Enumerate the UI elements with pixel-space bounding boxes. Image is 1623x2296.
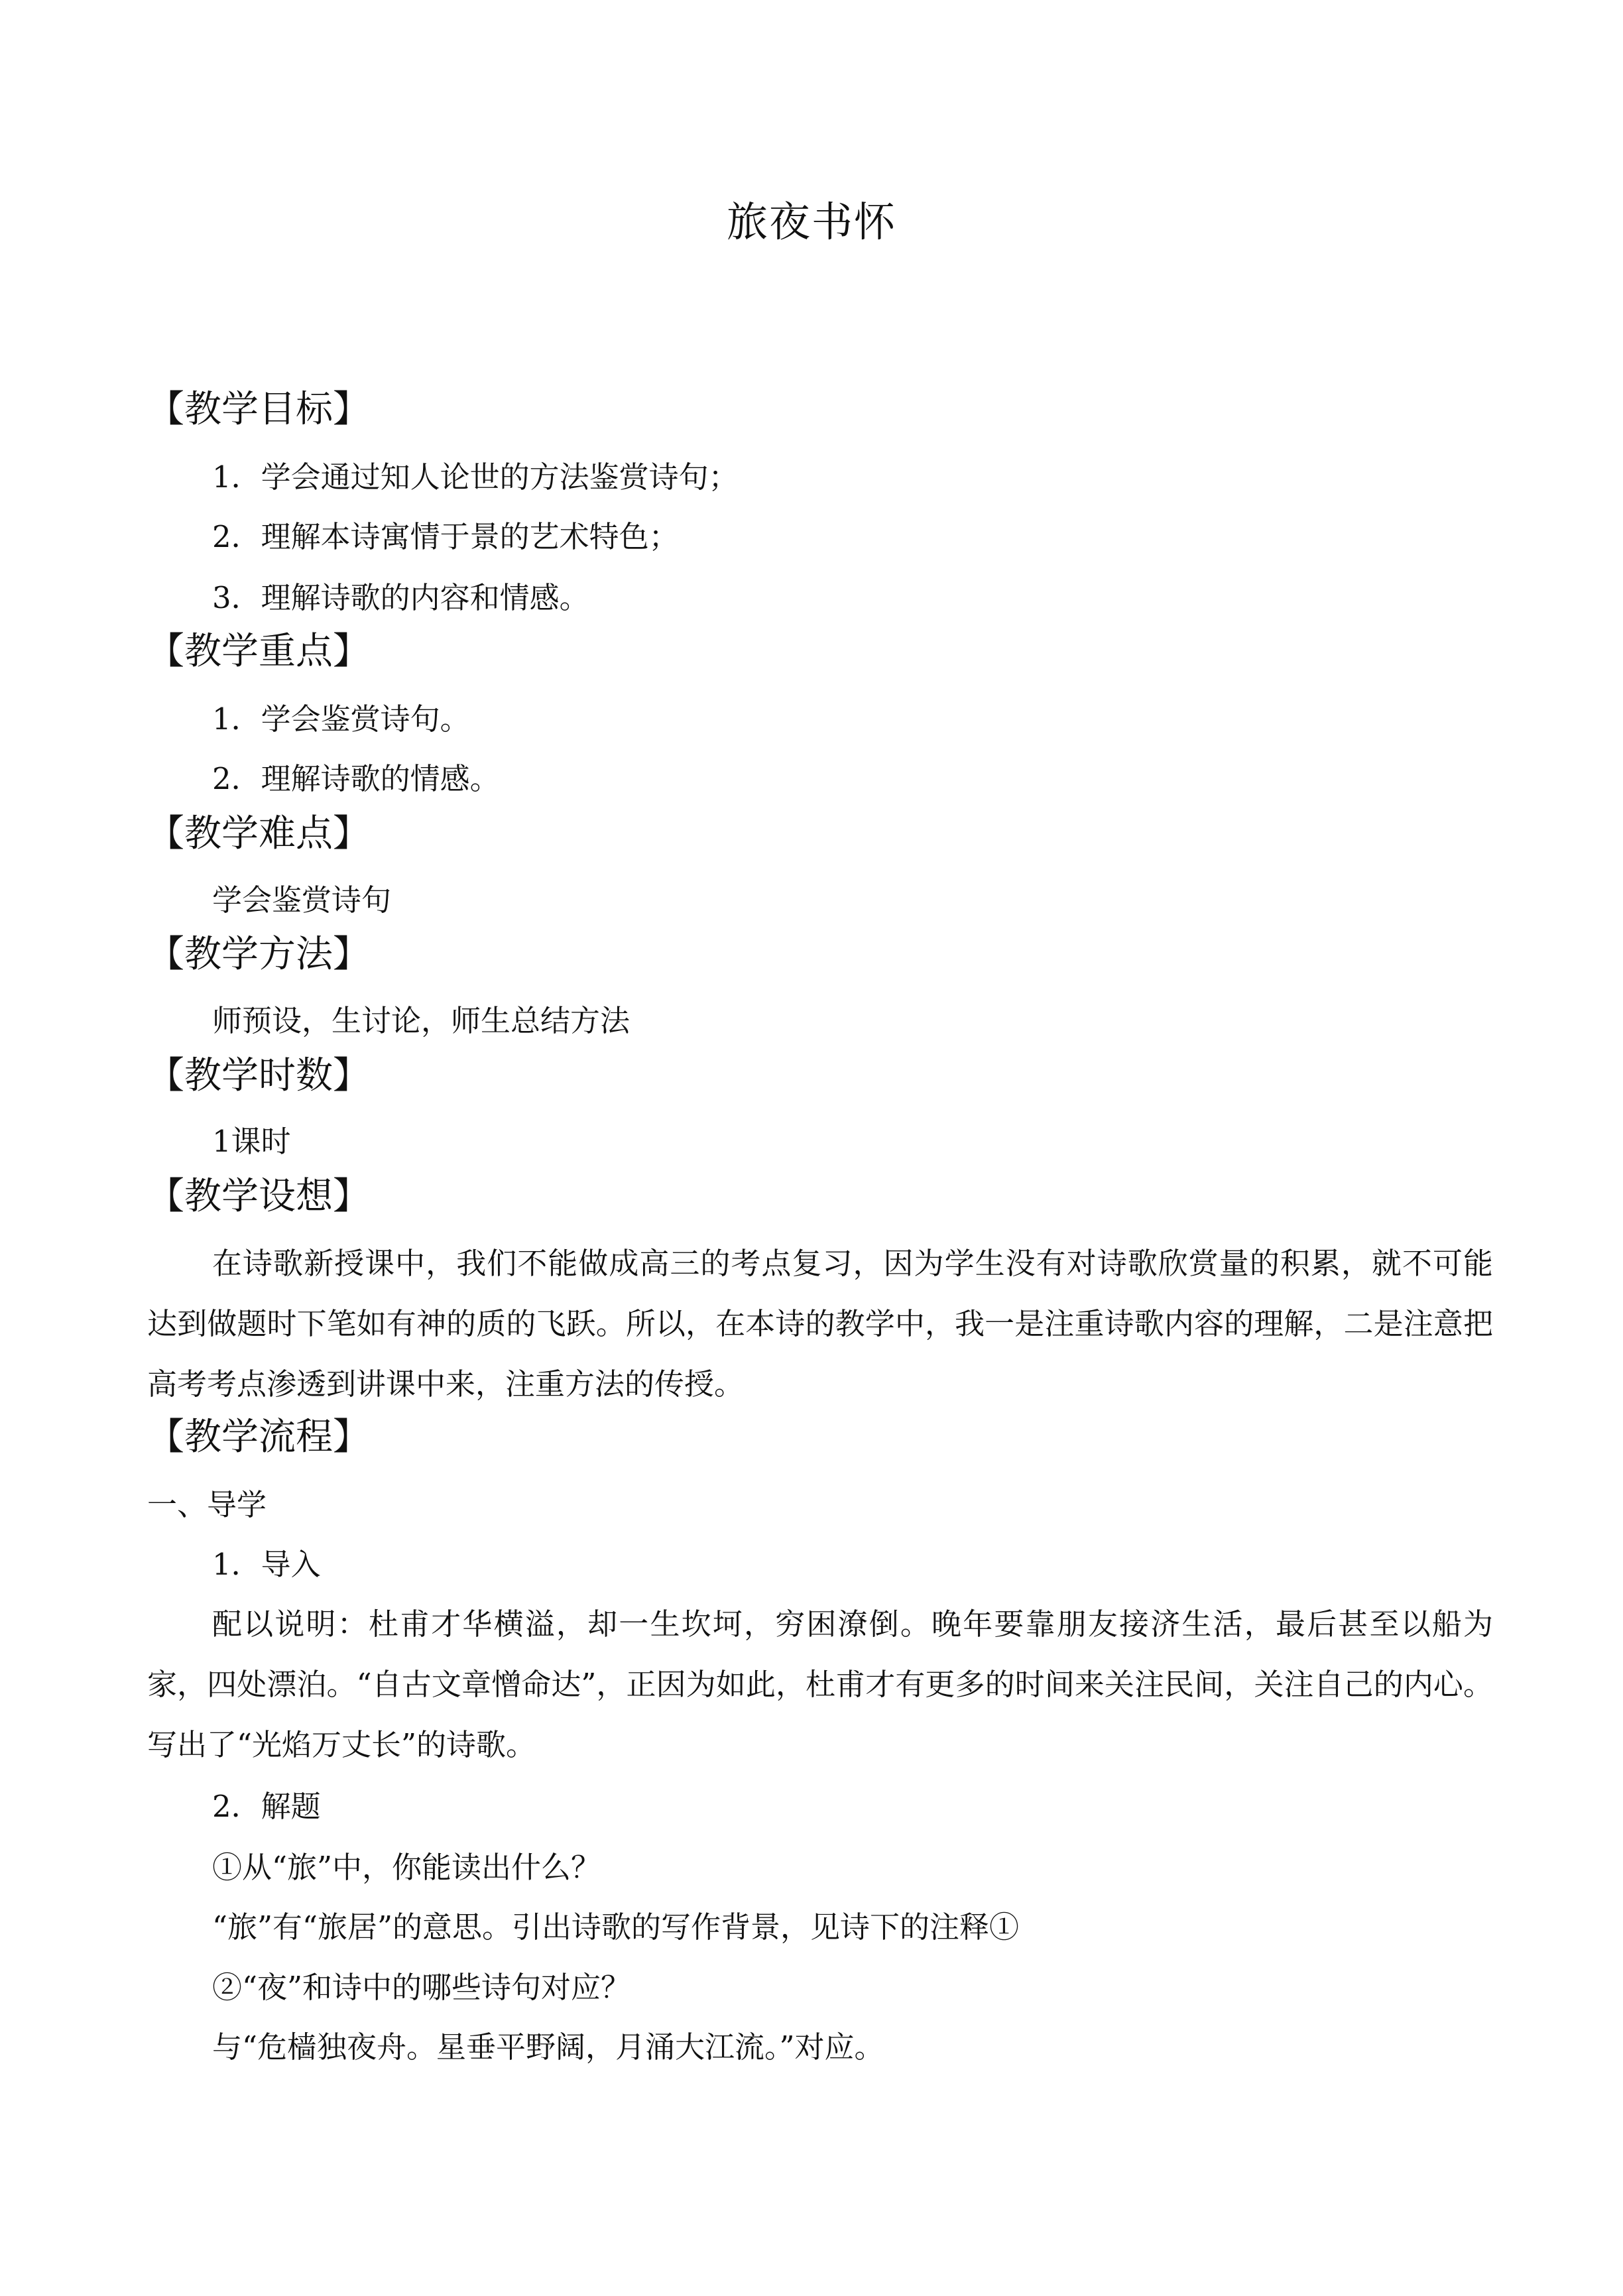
process-step-title: 1．导入 xyxy=(212,1547,321,1582)
design-paragraph: 在诗歌新授课中，我们不能做成高三的考点复习，因为学生没有对诗歌欣赏量的积累，就不可能达到做题时下笔如有神的质的飞跃。所以，在本诗的教学中，我一是注重诗歌内容的理解，二是注意把高考考点渗透到讲课中来，注重方法的传授。 xyxy=(147,1246,1493,1402)
answer-text: 与“危樯独夜舟。星垂平野阔，月涌大江流。”对应。 xyxy=(212,2029,884,2065)
section-heading-objectives: 【教学目标】 xyxy=(147,388,370,431)
key-point-item: 1．学会鉴赏诗句。 xyxy=(212,701,470,737)
question-text: ①从“旅”中，你能读出什么？ xyxy=(212,1850,601,1885)
section-heading-design: 【教学设想】 xyxy=(147,1175,370,1218)
hours-text: 1课时 xyxy=(212,1124,291,1159)
objective-item: 2．理解本诗寓情于景的艺术特色； xyxy=(212,519,679,554)
document-title: 旅夜书怀 xyxy=(726,198,896,246)
key-point-item: 2．理解诗歌的情感。 xyxy=(212,761,500,796)
section-heading-difficulties: 【教学难点】 xyxy=(147,812,370,855)
methods-text: 师预设，生讨论，师生总结方法 xyxy=(212,1003,631,1038)
section-heading-key-points: 【教学重点】 xyxy=(147,630,370,673)
section-heading-process: 【教学流程】 xyxy=(147,1416,370,1459)
objective-item: 3．理解诗歌的内容和情感。 xyxy=(212,580,589,615)
objective-item: 1．学会通过知人论世的方法鉴赏诗句； xyxy=(212,459,739,495)
section-heading-hours: 【教学时数】 xyxy=(147,1054,370,1097)
question-text: ②“夜”和诗中的哪些诗句对应？ xyxy=(212,1970,631,2005)
process-part-title: 一、导学 xyxy=(147,1487,267,1522)
difficulties-text: 学会鉴赏诗句 xyxy=(212,882,392,918)
section-heading-methods: 【教学方法】 xyxy=(147,933,370,976)
process-step-title: 2．解题 xyxy=(212,1789,321,1824)
answer-text: “旅”有“旅居”的意思。引出诗歌的写作背景，见诗下的注释① xyxy=(212,1909,1020,1945)
intro-paragraph: 配以说明：杜甫才华横溢，却一生坎坷，穷困潦倒。晚年要靠朋友接济生活，最后甚至以船为家，四处漂泊。“自古文章憎命达”，正因为如此，杜甫才有更多的时间来关注民间，关注自己的内心。写出了“光焰万丈长”的诗歌。 xyxy=(147,1606,1493,1762)
